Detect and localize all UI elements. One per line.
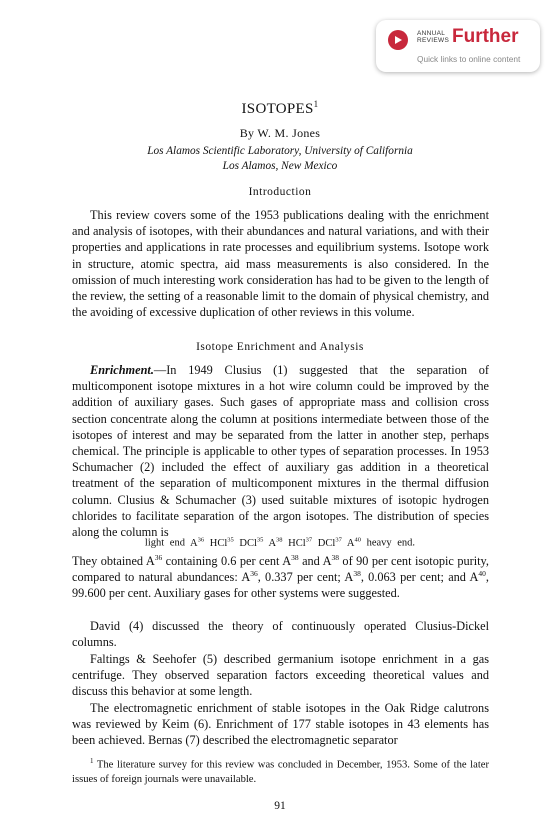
footnote-text: The literature survey for this review was concluded in December, 1953. Some of the later issues of foreign journals were unavailable. [72,759,489,785]
electromagnetic-paragraph: The electromagnetic enrichment of stable isotopes in the Oak Ridge calutrons was reviewed by Keim (6). Enrichment of 177 stable isotopes in 43 elements has been achieved. Bernas (7) described the electromagnetic separator [72,701,489,748]
light-end-label: light end [144,537,185,549]
species-distribution-line [0,536,560,549]
species-item: $A^{38}$ [268,536,283,549]
title-text: ISOTOPES [241,101,314,117]
david-paragraph: David (4) discussed the theory of continuously operated Clusius-Dickel columns. [72,619,489,650]
species-item: HCl$^{35}$ [209,536,234,549]
species-item: $A^{36}$ [190,536,205,549]
affiliation-line-1: Los Alamos Scientific Laboratory, University of California [147,145,413,157]
footnote-mark: 1 [90,757,94,765]
badge-subtitle[interactable]: Quick links to online content [417,54,521,64]
section-heading-enrichment: Isotope Enrichment and Analysis [196,341,364,353]
heavy-end-label: heavy end. [366,537,416,549]
intro-paragraph: This review covers some of the 1953 publications dealing with the enrichment and analysis of isotopes, with their abundances and natural variations, and with their properties and applications in rate processes and equilibrium systems. Isotope work in structure, atomic spectra, aid mass measurements is also considered. In the omission of much interesting work consideration has had to be given to the length of the review, the setting of a reasonable limit to the domain of physical chemistry, and the avoiding of excessive duplication of other reviews in this volume. [72,208,489,320]
badge-brand-line1: ANNUAL [417,30,446,37]
species-item: DCl$^{37}$ [317,536,342,549]
page-number: 91 [274,800,286,812]
species-item: $A^{40}$ [346,536,361,549]
section-heading-introduction: Introduction [248,186,312,198]
badge-further-label: Further [452,26,519,47]
article-title [0,99,560,118]
badge-brand-line2: REVIEWS [417,37,450,44]
further-logo-icon [388,30,408,50]
affiliation-line-2: Los Alamos, New Mexico [222,160,338,172]
enrichment-run-in-heading: Enrichment. [90,363,154,377]
faltings-paragraph: Faltings & Seehofer (5) described germanium isotope enrichment in a gas centrifuge. They observed separation factors exceeding theoretical values and discuss this behavior at some length. [72,652,489,699]
results-paragraph: They obtained $A^{36}$ containing 0.6 per cent $A^{38}$ and $A^{38}$ of 90 per cent isotopic purity, compared to natural abundances: $A^{36}$, 0.337 per cent; $A^{38}$, 0.063 per cent; and $A^{40}$, 99.600 per cent. Auxiliary gases for other systems were suggested. [72,552,489,601]
badge-brand [417,30,449,44]
annual-reviews-further-badge[interactable] [376,20,540,72]
enrichment-paragraph [72,362,489,540]
species-item: DCl$^{35}$ [239,536,264,549]
title-footnote-mark[interactable]: 1 [313,99,319,109]
footnote [72,754,489,787]
enrichment-text: —In 1949 Clusius (1) suggested that the separation of multicomponent isotope mixtures in a hot wire column could be improved by the addition of auxiliary gases. Such gases of appropriate mass and collision cross section concentrate along the column at positions intermediate between those of the isotopes of interest and may be separated from the latter in another step, perhaps chemical. The principle is applicable to other types of separation processes. In 1953 Schumacher (2) included the effect of auxiliary gas addition in a theoretical treatment of the separation of multicomponent mixtures in the thermal diffusion column. Clusius & Schumacher (3) used suitable mixtures of isotopic hydrogen chlorides to facilitate separation of the argon isotopes. The distribution of species along the column is [72,363,489,540]
species-item: HCl$^{37}$ [288,536,313,549]
author-byline: By W. M. Jones [239,126,321,140]
